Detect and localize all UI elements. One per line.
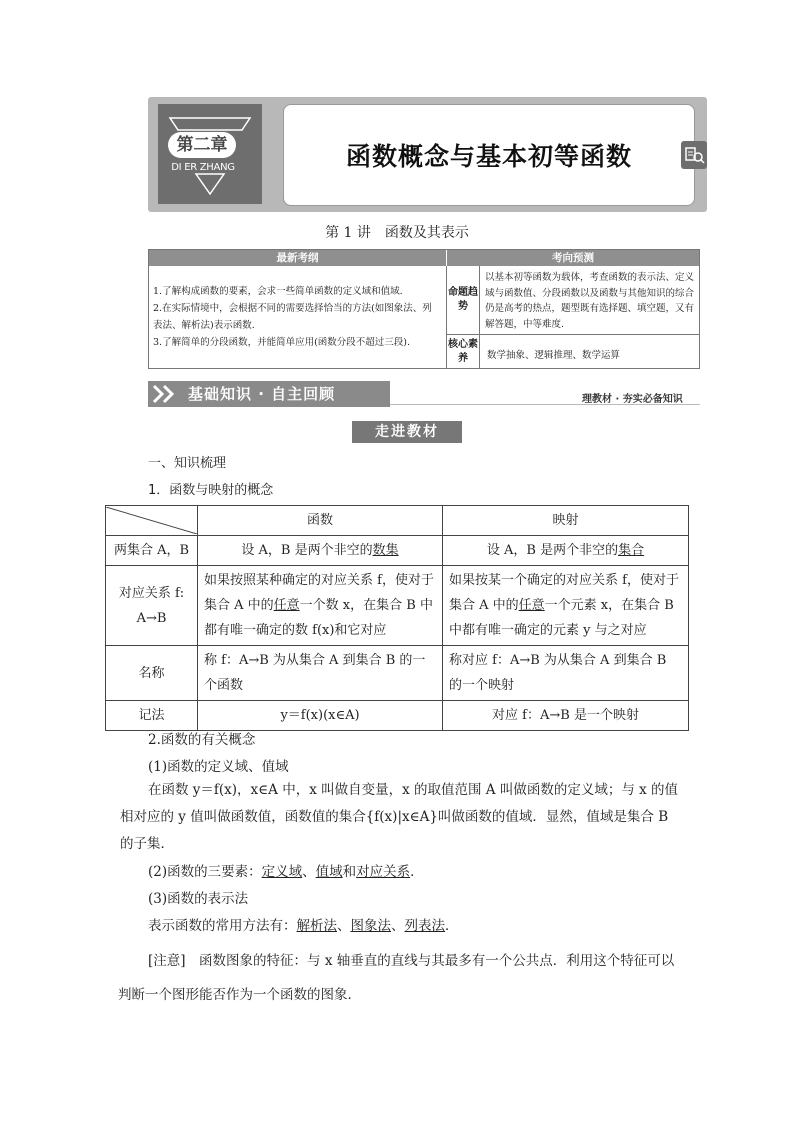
row-label: 名称 bbox=[106, 646, 198, 701]
outline-header: 最新考纲 bbox=[149, 250, 446, 266]
table-cell: 设 A，B 是两个非空的集合 bbox=[443, 536, 689, 566]
chapter-title-box bbox=[283, 104, 695, 206]
diagonal-cell bbox=[106, 506, 198, 536]
section-subtitle: 理教材 · 夯实必备知识 bbox=[582, 394, 683, 405]
heading-knowledge: 一、知识梳理 bbox=[148, 456, 227, 471]
table-row bbox=[106, 506, 689, 536]
prediction-header: 考向预测 bbox=[447, 250, 699, 266]
table-cell: y＝f(x)(x∈A) bbox=[198, 701, 443, 731]
outline-item: 2.在实际情境中，会根据不同的需要选择恰当的方法(如图象法、列表法、解析法)表示函数. bbox=[153, 303, 432, 331]
trend-label: 命题趋势 bbox=[448, 287, 478, 312]
subheading-concepts: 2.函数的有关概念 bbox=[148, 732, 256, 748]
subheading-domain: (1)函数的定义域、值域 bbox=[148, 759, 289, 775]
row-label: 两集合 A，B bbox=[106, 536, 198, 566]
chevron-right-icon bbox=[152, 384, 182, 404]
table-cell: 如果按某一个确定的对应关系 f，使对于集合 A 中的任意一个元素 x，在集合 B 中都有唯一确定的元素 y 与之对应 bbox=[443, 566, 689, 646]
trend-text: 以基本初等函数为载体，考查函数的表示法、定义域与函数值、分段函数以及函数与其他知识的综合仍是高考的热点，题型既有选择题、填空题，又有解答题，中等难度. bbox=[485, 272, 695, 330]
literacy-label: 核心素养 bbox=[448, 339, 478, 364]
table-row bbox=[106, 701, 689, 731]
table-cell: 称对应 f：A→B 为从集合 A 到集合 B 的一个映射 bbox=[443, 646, 689, 701]
header-function: 函数 bbox=[198, 506, 443, 536]
table-row bbox=[106, 566, 689, 646]
table-cell: 如果按照某种确定的对应关系 f，使对于集合 A 中的任意一个数 x，在集合 B 中都有唯一确定的数 f(x)和它对应 bbox=[198, 566, 443, 646]
outline-item: 3.了解简单的分段函数，并能简单应用(函数分段不超过三段). bbox=[153, 337, 410, 348]
note-paragraph: [注意] 函数图象的特征：与 x 轴垂直的直线与其最多有一个公共点．利用这个特征可以判断一个图形能否作为一个函数的图象． bbox=[118, 953, 675, 1003]
paragraph-three-elements: (2)函数的三要素：定义域、值域和对应关系． bbox=[148, 864, 424, 880]
lesson-title: 第 1 讲 函数及其表示 bbox=[325, 225, 469, 241]
chapter-number: 第二章 bbox=[168, 132, 236, 158]
section-title: 基础知识 · 自主回顾 bbox=[188, 385, 336, 403]
search-icon[interactable] bbox=[681, 141, 707, 169]
subheading-representation: (3)函数的表示法 bbox=[148, 891, 249, 907]
function-mapping-table bbox=[105, 505, 689, 731]
chapter-badge bbox=[158, 104, 262, 204]
table-cell: 对应 f：A→B 是一个映射 bbox=[443, 701, 689, 731]
outline-list bbox=[153, 283, 441, 351]
table-cell: 称 f：A→B 为从集合 A 到集合 B 的一个函数 bbox=[198, 646, 443, 701]
paragraph-methods: 表示函数的常用方法有：解析法、图象法、列表法． bbox=[148, 918, 459, 934]
exam-outline-table bbox=[148, 249, 700, 369]
table-cell: 设 A，B 是两个非空的数集 bbox=[198, 536, 443, 566]
header-mapping: 映射 bbox=[443, 506, 689, 536]
intro-tag: 走进教材 bbox=[352, 421, 462, 443]
outline-item: 1.了解构成函数的要素，会求一些简单函数的定义域和值域. bbox=[153, 286, 403, 297]
table-row bbox=[106, 646, 689, 701]
table-row bbox=[106, 536, 689, 566]
chapter-title: 函数概念与基本初等函数 bbox=[345, 142, 632, 171]
literacy-text: 数学抽象、逻辑推理、数学运算 bbox=[487, 350, 621, 361]
section-bar bbox=[148, 381, 390, 407]
chapter-pinyin: DI ER ZHANG bbox=[171, 162, 235, 173]
row-label: 对应关系 f: A→B bbox=[106, 566, 198, 646]
heading-function-mapping: 1．函数与映射的概念 bbox=[148, 483, 274, 498]
paragraph-domain: 在函数 y＝f(x)，x∈A 中，x 叫做自变量，x 的取值范围 A 叫做函数的定义域；与 x 的值相对应的 y 值叫做函数值，函数值的集合{f(x)|x∈A}叫做函数的值域．显然，值域是集合 B 的子集． bbox=[120, 782, 679, 852]
row-label: 记法 bbox=[106, 701, 198, 731]
